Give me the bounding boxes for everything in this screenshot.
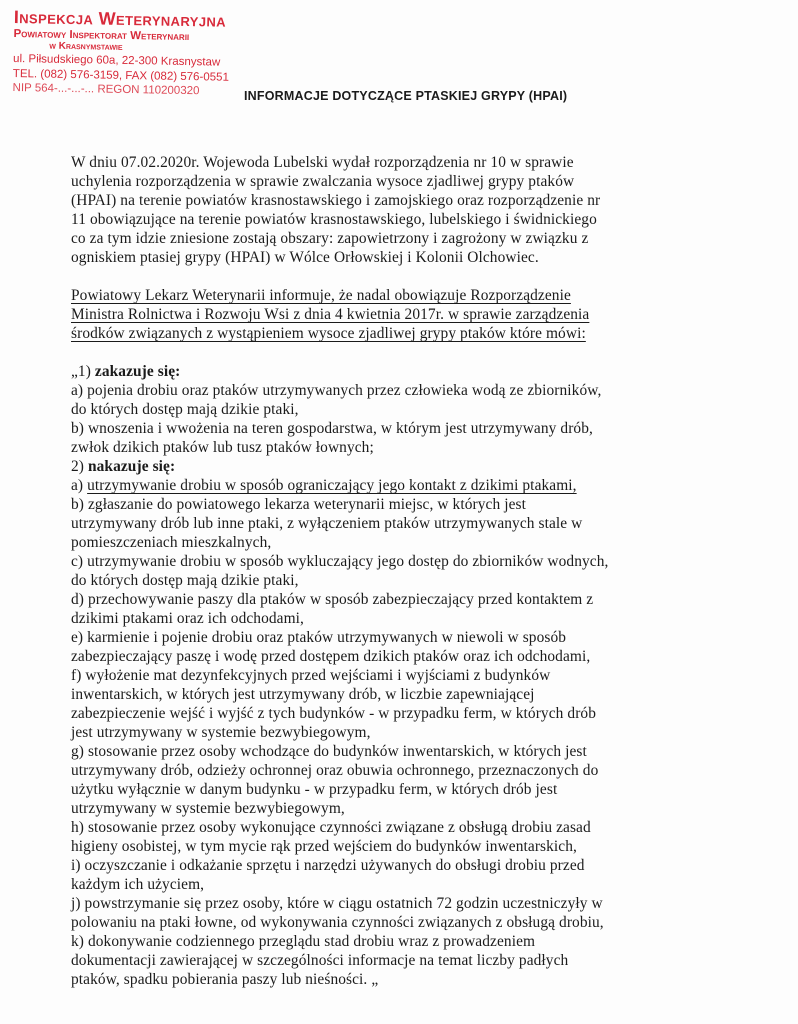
- paragraph-announcement: [71, 153, 751, 267]
- list-item: [71, 381, 751, 419]
- section-number: „1): [71, 363, 95, 380]
- text-line: e) karmienie i pojenie drobiu oraz ptaków utrzymywanych w niewoli w sposób: [71, 629, 567, 646]
- section-heading: [71, 457, 751, 476]
- list-item: [71, 932, 751, 989]
- underlined-text: utrzymywanie drobiu w sposób ograniczający jego kontakt z dzikimi ptakami,: [87, 477, 577, 494]
- text-line: c) utrzymywanie drobiu w sposób wykluczający jego dostęp do zbiorników wodnych,: [71, 553, 609, 570]
- text-line: inwentarskich, w których jest utrzymywany drób, w liczbie zapewniającej: [71, 686, 535, 703]
- text-line: uchylenia rozporządzenia w sprawie zwalczania wysoce zjadliwej grypy ptaków: [71, 173, 575, 190]
- text-line: utrzymywany drób, odzieży ochronnej oraz obuwia ochronnego, przeznaczonych do: [71, 762, 599, 779]
- text-line: d) przechowywanie paszy dla ptaków w sposób zabezpieczający przed kontaktem z: [71, 591, 594, 608]
- text-line: j) powstrzymanie się przez osoby, które w ciągu ostatnich 72 godzin uczestniczyły w: [71, 895, 603, 912]
- text-line: ptaków, spadku pobierania paszy lub nieśności. „: [71, 971, 379, 988]
- stamp-line-office: Powiatowy Inspektorat Weterynarii: [13, 27, 190, 43]
- text-line: polowaniu na ptaki łowne, od wykonywania czynności związanych z obsługą drobiu,: [71, 914, 604, 931]
- list-item: [71, 476, 751, 495]
- paragraph-regulation-notice: [71, 286, 751, 343]
- stamp-line-city: w Krasnymstawie: [49, 40, 123, 53]
- text-line: b) zgłaszanie do powiatowego lekarza weterynarii miejsc, w których jest: [71, 496, 526, 513]
- text-line: h) stosowanie przez osoby wykonujące czynności związane z obsługą drobiu zasad: [71, 819, 591, 836]
- list-item: [71, 666, 751, 742]
- text-line: ogniskiem ptasiej grypy (HPAI) w Wólce Orłowskiej i Kolonii Olchowiec.: [71, 249, 539, 266]
- section-title: nakazuje się:: [87, 458, 176, 475]
- prohibitions-list: [71, 381, 751, 457]
- text-line: co za tym idzie zniesione zostają obszary: zapowietrzony i zagrożony w związku z: [71, 230, 589, 247]
- text-line: zabezpieczenie wejść i wyjść z tych budynków - w przypadku ferm, w których drób: [71, 705, 597, 722]
- list-item: [71, 419, 751, 457]
- stamp-line-address: ul. Piłsudskiego 60a, 22-300 Krasnystaw: [12, 53, 221, 70]
- text-line: utrzymywany drób lub inne ptaki, z wyłączeniem ptaków utrzymywanych stale w: [71, 515, 583, 532]
- text-line: jest utrzymywany w systemie bezwybiegowym,: [71, 724, 371, 741]
- text-line: Powiatowy Lekarz Weterynarii informuje, że nadal obowiązuje Rozporządzenie: [71, 287, 571, 304]
- text-line: 11 obowiązujące na terenie powiatów krasnostawskiego, lubelskiego i świdnickiego: [71, 211, 597, 228]
- text-line: pomieszczeniach mieszkalnych,: [71, 534, 272, 551]
- list-item: [71, 552, 751, 590]
- text-line: a) pojenia drobiu oraz ptaków utrzymywanych przez człowieka wodą ze zbiorników,: [71, 382, 602, 399]
- section-prohibitions: [71, 362, 751, 457]
- list-item: [71, 818, 751, 856]
- text-line: zwłok dzikich ptaków lub tusz ptaków łownych;: [71, 439, 374, 456]
- list-item: [71, 590, 751, 628]
- text-line: każdym ich użyciem,: [71, 876, 205, 893]
- text-line: dokumentacji zawierającej w szczególności informacje na temat liczby padłych: [71, 952, 569, 969]
- text-line: utrzymywany w systemie bezwybiegowym,: [71, 800, 345, 817]
- document-title: INFORMACJE DOTYCZĄCE PTASKIEJ GRYPY (HPAI): [244, 89, 568, 103]
- section-number: 2): [71, 458, 88, 475]
- text-line: użytku wyłącznie w danym budynku - w przypadku ferm, w których drób jest: [71, 781, 558, 798]
- stamp-line-institution: Inspekcja Weterynaryjna: [13, 7, 227, 31]
- text-line: k) dokonywanie codziennego przeglądu stad drobiu wraz z prowadzeniem: [71, 933, 536, 950]
- text-line: [71, 476, 751, 495]
- text-line: f) wyłożenie mat dezynfekcyjnych przed wejściami i wyjściami z budynków: [71, 667, 551, 684]
- text-line: i) oczyszczanie i odkażanie sprzętu i narzędzi używanych do obsługi drobiu przed: [71, 857, 585, 874]
- section-obligations: [71, 457, 751, 989]
- list-item: [71, 856, 751, 894]
- stamp-line-phone: TEL. (082) 576-3159, FAX (082) 576-0551: [12, 67, 230, 84]
- document-body: [71, 153, 751, 989]
- text-line: do których dostęp mają dzikie ptaki,: [71, 572, 299, 589]
- section-title: zakazuje się:: [94, 363, 181, 380]
- stamp-line-tax-ids: NIP 564-...-...-... REGON 110200320: [12, 81, 200, 97]
- text-line: b) wnoszenia i wwożenia na teren gospodarstwa, w którym jest utrzymywany drób,: [71, 420, 593, 437]
- text-line: g) stosowanie przez osoby wchodzące do budynków inwentarskich, w których jest: [71, 743, 587, 760]
- text-line: dzikimi ptakami oraz ich odchodami,: [71, 610, 305, 627]
- list-item: [71, 894, 751, 932]
- list-item: [71, 495, 751, 552]
- text-line: (HPAI) na terenie powiatów krasnostawskiego i zamojskiego oraz rozporządzenie nr: [71, 192, 601, 209]
- text-line: środków związanych z wystąpieniem wysoce zjadliwej grypy ptaków które mówi:: [71, 325, 586, 342]
- text-line: Ministra Rolnictwa i Rozwoju Wsi z dnia 4 kwietnia 2017r. w sprawie zarządzenia: [71, 306, 590, 323]
- office-stamp: [13, 8, 264, 98]
- text-line: zabezpieczający paszę i wodę przed dostępem dzikich ptaków oraz ich odchodami,: [71, 648, 591, 665]
- item-letter: a): [71, 477, 88, 494]
- text-line: do których dostęp mają dzikie ptaki,: [71, 401, 299, 418]
- list-item: [71, 742, 751, 818]
- section-heading: [71, 362, 751, 381]
- list-item: [71, 628, 751, 666]
- text-line: W dniu 07.02.2020r. Wojewoda Lubelski wydał rozporządzenia nr 10 w sprawie: [71, 154, 574, 171]
- obligations-list: [71, 476, 751, 989]
- text-line: higieny osobistej, w tym mycie rąk przed wejściem do budynków inwentarskich,: [71, 838, 577, 855]
